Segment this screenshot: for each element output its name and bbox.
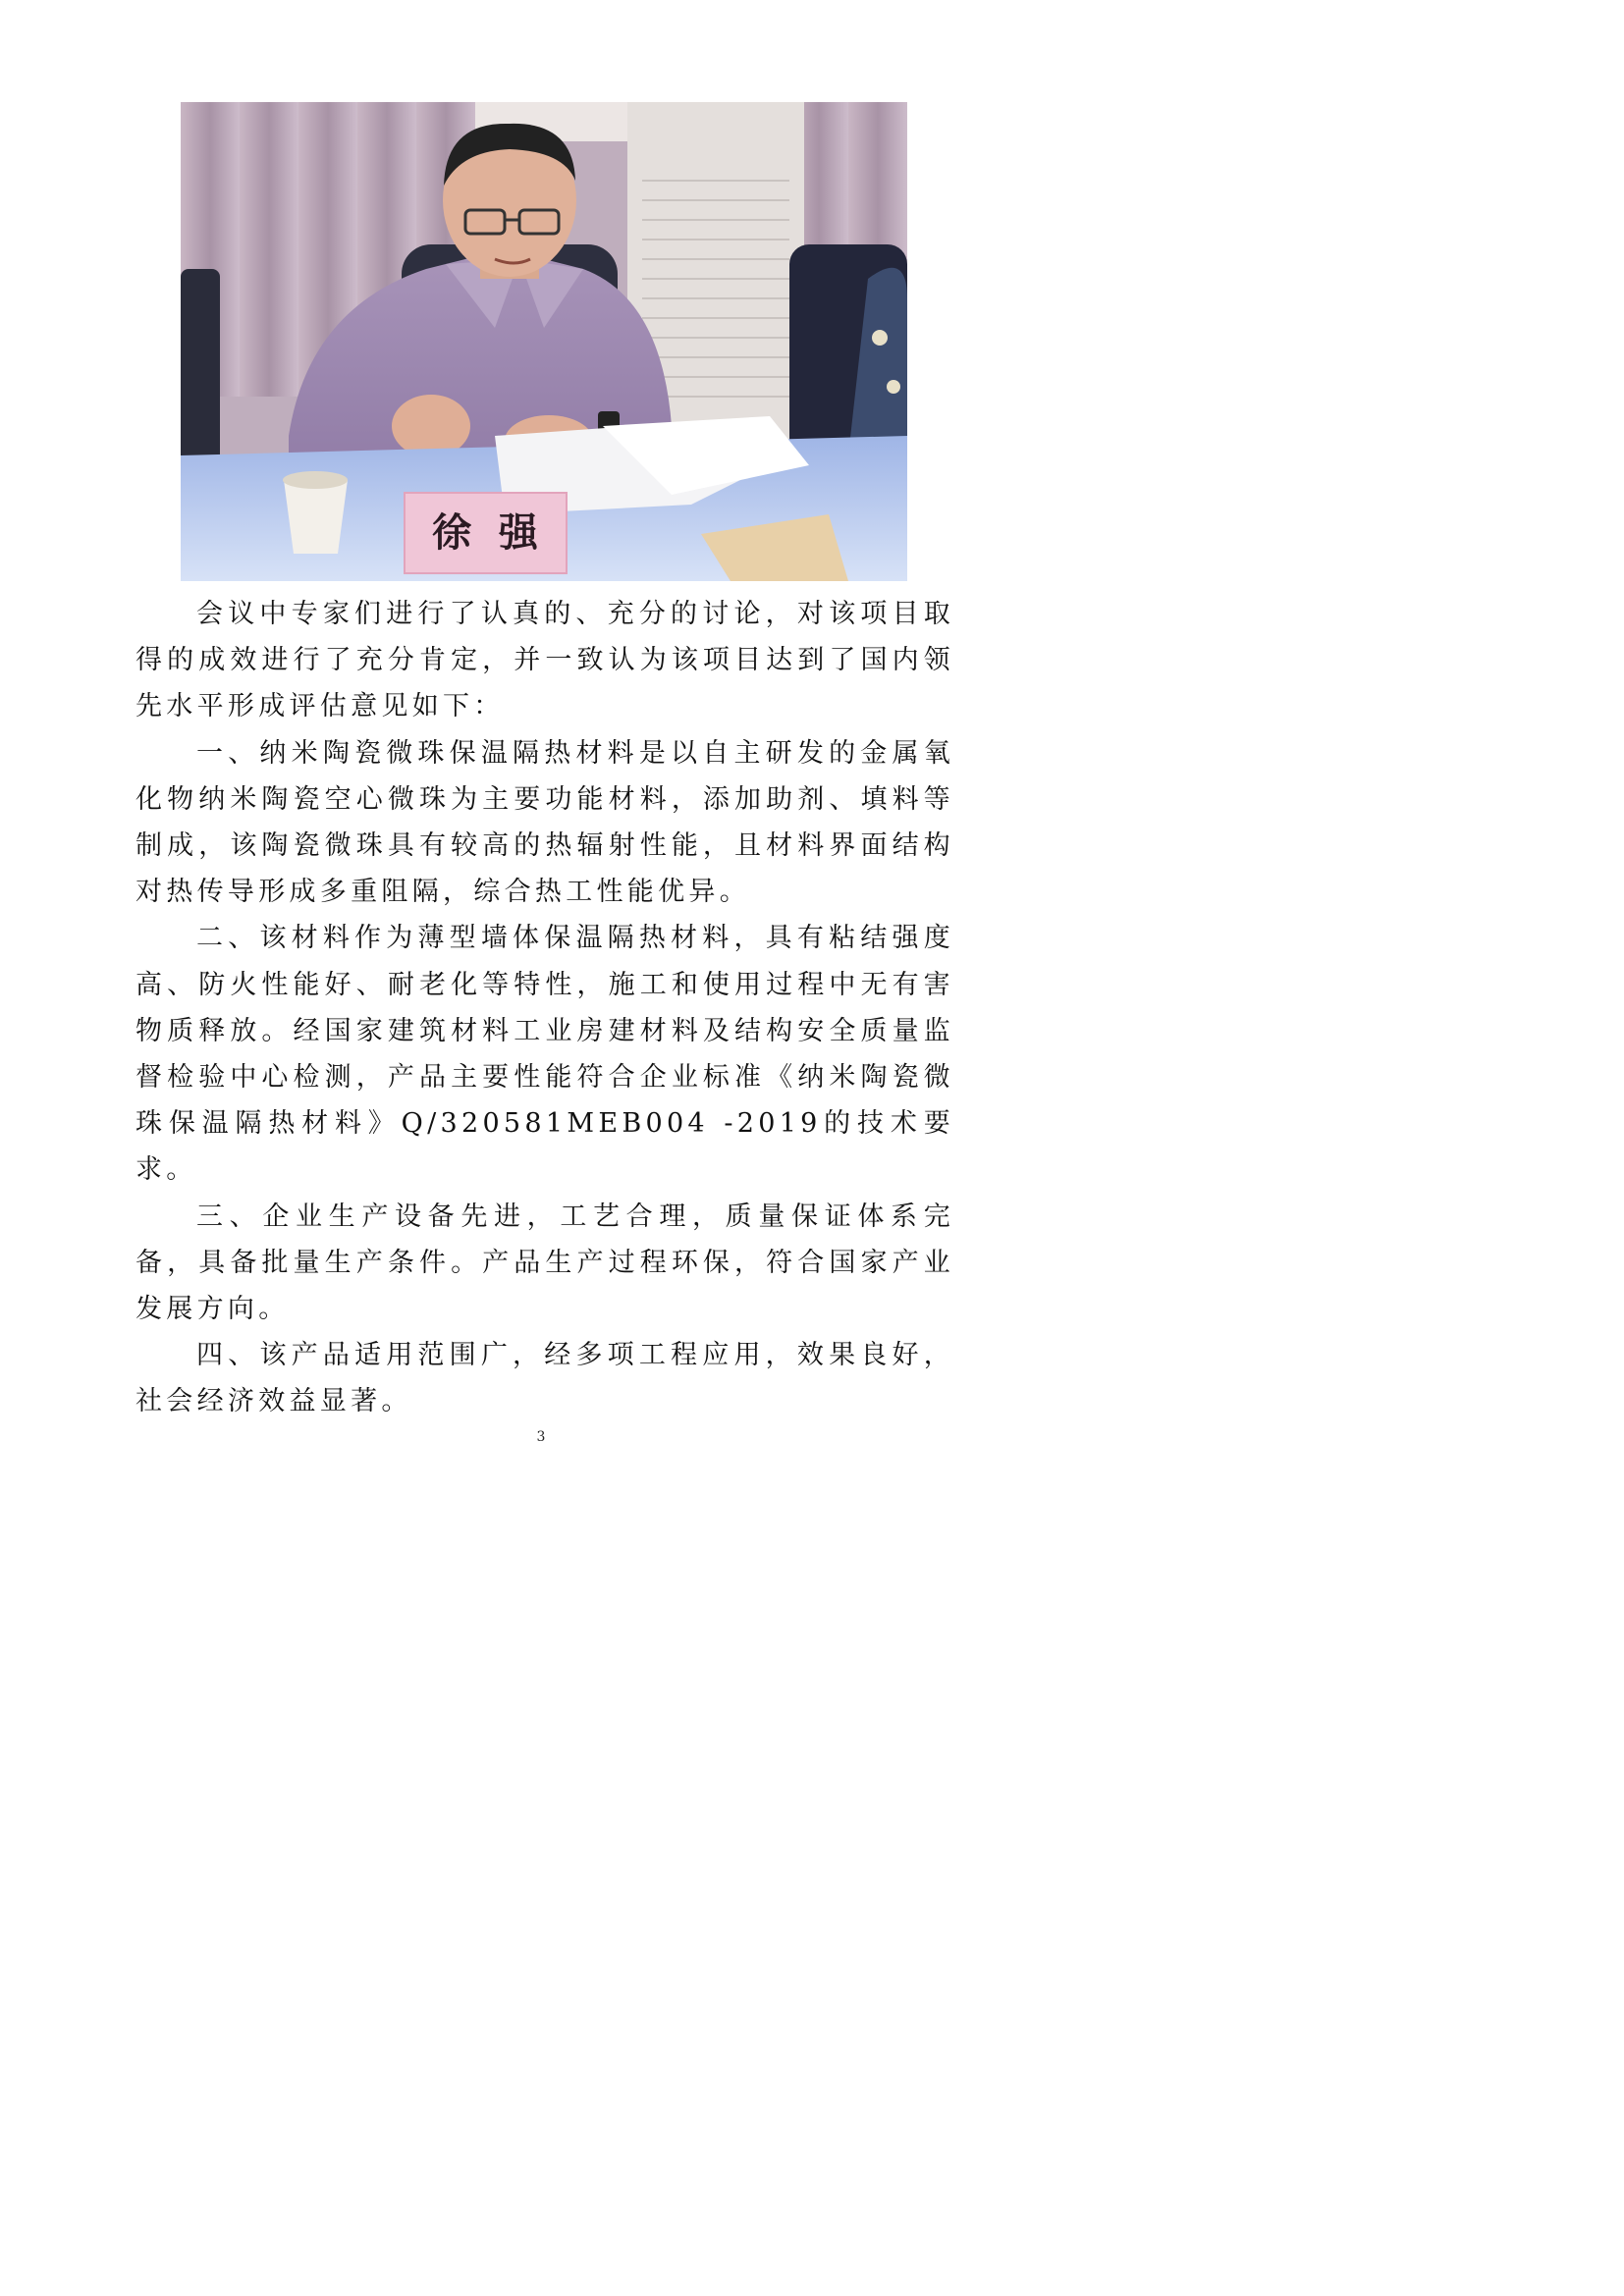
page-number: 3 (536, 1429, 546, 1445)
meeting-photo (181, 102, 907, 581)
paragraph-intro: 会议中专家们进行了认真的、充分的讨论，对该项目取得的成效进行了充分肯定，并一致认为该项目达到了国内领先水平形成评估意见如下： (135, 599, 954, 722)
nameplate-label: 徐 强 (432, 509, 538, 556)
body-text (135, 591, 954, 1425)
paragraph-point-2: 二、该材料作为薄型墙体保温隔热材料，具有粘结强度高、防火性能好、耐老化等特性，施工和使用过程中无有害物质释放。经国家建筑材料工业房建材料及结构安全质量监督检验中心检测，产品主要性能符合企业标准《纳米陶瓷微珠保温隔热材料》Q/320581MEB004 -2019的技术要求。 (135, 923, 954, 1186)
paragraph-point-1: 一、纳米陶瓷微珠保温隔热材料是以自主研发的金属氧化物纳米陶瓷空心微珠为主要功能材料，添加助剂、填料等制成，该陶瓷微珠具有较高的热辐射性能，且材料界面结构对热传导形成多重阻隔，综合热工性能优异。 (135, 737, 954, 908)
paragraph-point-4: 四、该产品适用范围广，经多项工程应用，效果良好，社会经济效益显著。 (135, 1340, 954, 1417)
paragraph-point-3: 三、企业生产设备先进，工艺合理，质量保证体系完备，具备批量生产条件。产品生产过程环保，符合国家产业发展方向。 (135, 1201, 954, 1325)
